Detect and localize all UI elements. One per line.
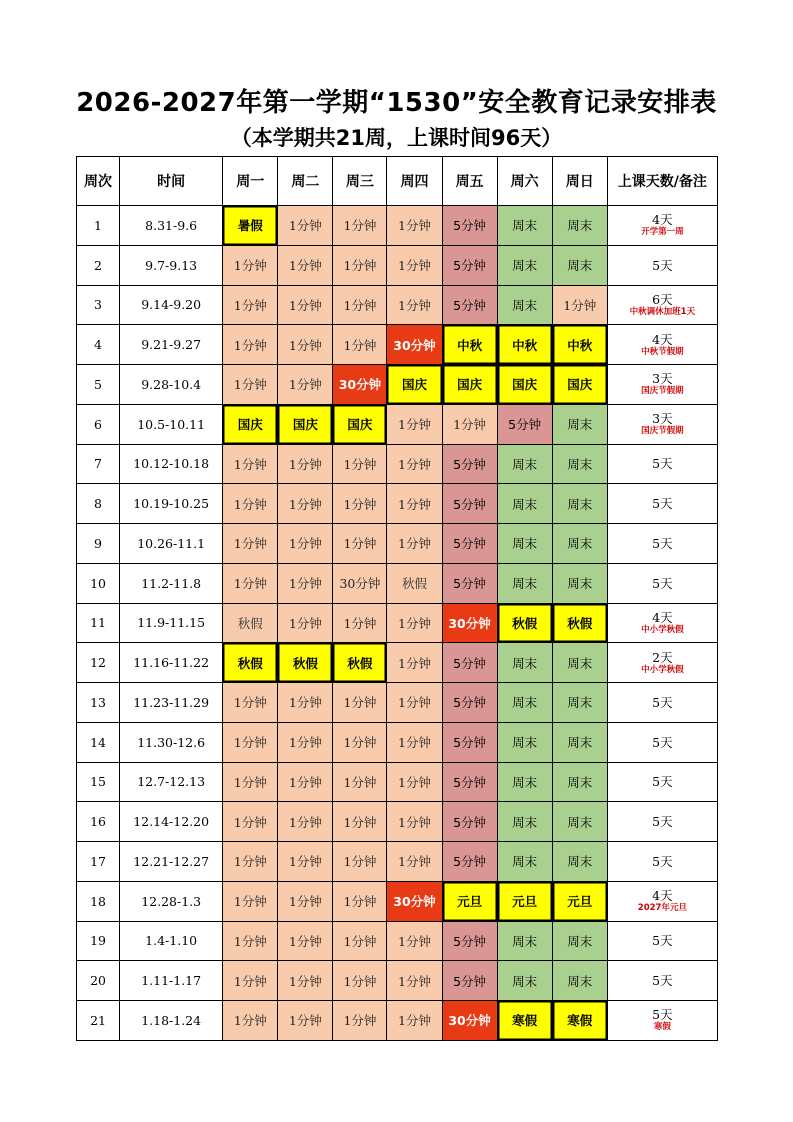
date-range-cell: 8.31-9.6	[120, 206, 223, 246]
day-cell-friday: 30分钟	[442, 1001, 497, 1041]
week-number-cell: 2	[77, 245, 120, 285]
day-cell-wednesday: 1分钟	[333, 245, 387, 285]
date-range-cell: 10.12-10.18	[120, 444, 223, 484]
day-cell-thursday: 秋假	[387, 563, 442, 603]
day-cell-sunday: 秋假	[552, 603, 607, 643]
day-cell-saturday: 周末	[497, 563, 552, 603]
day-cell-saturday: 周末	[497, 245, 552, 285]
table-row	[77, 245, 718, 285]
week-number-cell: 21	[77, 1001, 120, 1041]
day-cell-wednesday: 1分钟	[333, 484, 387, 524]
class-days-count: 5天	[652, 1007, 673, 1023]
header-tuesday: 周二	[278, 157, 333, 206]
day-cell-monday: 1分钟	[223, 722, 278, 762]
day-cell-wednesday: 1分钟	[333, 881, 387, 921]
table-row	[77, 921, 718, 961]
day-cell-saturday: 周末	[497, 643, 552, 683]
date-range-cell: 1.18-1.24	[120, 1001, 223, 1041]
day-cell-saturday: 周末	[497, 722, 552, 762]
day-cell-friday: 5分钟	[442, 802, 497, 842]
day-cell-thursday: 1分钟	[387, 285, 442, 325]
schedule-body	[77, 206, 718, 1041]
day-cell-thursday: 1分钟	[387, 802, 442, 842]
date-range-cell: 9.28-10.4	[120, 365, 223, 405]
week-number-cell: 18	[77, 881, 120, 921]
day-cell-friday: 中秋	[442, 325, 497, 365]
days-remark-cell	[607, 603, 717, 643]
day-cell-sunday: 周末	[552, 444, 607, 484]
day-cell-thursday: 30分钟	[387, 881, 442, 921]
day-cell-monday: 1分钟	[223, 484, 278, 524]
remark-text: 国庆节假期	[641, 426, 684, 437]
remark-text: 国庆节假期	[641, 386, 684, 397]
days-remark-cell	[607, 325, 717, 365]
day-cell-friday: 5分钟	[442, 285, 497, 325]
date-range-cell: 12.21-12.27	[120, 842, 223, 882]
days-remark-cell	[607, 524, 717, 564]
schedule-table	[76, 156, 718, 1041]
day-cell-thursday: 1分钟	[387, 484, 442, 524]
date-range-cell: 12.28-1.3	[120, 881, 223, 921]
class-days-count: 5天	[652, 853, 673, 869]
table-row	[77, 563, 718, 603]
week-number-cell: 17	[77, 842, 120, 882]
class-days-count: 5天	[652, 496, 673, 512]
date-range-cell: 11.23-11.29	[120, 683, 223, 723]
day-cell-tuesday: 国庆	[278, 404, 333, 444]
days-remark-cell	[607, 563, 717, 603]
day-cell-friday: 5分钟	[442, 643, 497, 683]
day-cell-wednesday: 1分钟	[333, 524, 387, 564]
days-remark-cell	[607, 762, 717, 802]
class-days-count: 5天	[652, 575, 673, 591]
remark-text: 中秋节假期	[641, 346, 684, 357]
table-row	[77, 881, 718, 921]
date-range-cell: 12.7-12.13	[120, 762, 223, 802]
week-number-cell: 8	[77, 484, 120, 524]
class-days-count: 4天	[652, 888, 673, 904]
day-cell-friday: 5分钟	[442, 484, 497, 524]
day-cell-thursday: 30分钟	[387, 325, 442, 365]
date-range-cell: 9.14-9.20	[120, 285, 223, 325]
table-row	[77, 206, 718, 246]
days-remark-cell	[607, 1001, 717, 1041]
table-row	[77, 444, 718, 484]
day-cell-saturday: 周末	[497, 842, 552, 882]
week-number-cell: 9	[77, 524, 120, 564]
class-days-count: 5天	[652, 814, 673, 830]
day-cell-tuesday: 1分钟	[278, 603, 333, 643]
days-remark-cell	[607, 643, 717, 683]
day-cell-sunday: 周末	[552, 683, 607, 723]
date-range-cell: 9.21-9.27	[120, 325, 223, 365]
table-row	[77, 961, 718, 1001]
day-cell-saturday: 中秋	[497, 325, 552, 365]
day-cell-thursday: 1分钟	[387, 961, 442, 1001]
class-days-count: 5天	[652, 456, 673, 472]
day-cell-thursday: 1分钟	[387, 722, 442, 762]
class-days-count: 5天	[652, 973, 673, 989]
day-cell-thursday: 1分钟	[387, 683, 442, 723]
day-cell-sunday: 周末	[552, 484, 607, 524]
day-cell-monday: 1分钟	[223, 842, 278, 882]
day-cell-thursday: 1分钟	[387, 921, 442, 961]
day-cell-wednesday: 1分钟	[333, 444, 387, 484]
table-row	[77, 762, 718, 802]
week-number-cell: 6	[77, 404, 120, 444]
day-cell-wednesday: 1分钟	[333, 285, 387, 325]
day-cell-friday: 5分钟	[442, 206, 497, 246]
week-number-cell: 13	[77, 683, 120, 723]
days-remark-cell	[607, 802, 717, 842]
header-thursday: 周四	[387, 157, 442, 206]
date-range-cell: 10.26-11.1	[120, 524, 223, 564]
page-subtitle: （本学期共21周，上课时间96天）	[230, 126, 563, 150]
day-cell-wednesday: 1分钟	[333, 842, 387, 882]
days-remark-cell	[607, 245, 717, 285]
day-cell-saturday: 周末	[497, 762, 552, 802]
day-cell-thursday: 1分钟	[387, 842, 442, 882]
day-cell-monday: 1分钟	[223, 762, 278, 802]
header-friday: 周五	[442, 157, 497, 206]
day-cell-wednesday: 1分钟	[333, 802, 387, 842]
day-cell-sunday: 周末	[552, 206, 607, 246]
header-row	[77, 157, 718, 206]
class-days-count: 4天	[652, 212, 673, 228]
week-number-cell: 10	[77, 563, 120, 603]
class-days-count: 5天	[652, 774, 673, 790]
table-row	[77, 484, 718, 524]
header-date-range: 时间	[120, 157, 223, 206]
day-cell-wednesday: 国庆	[333, 404, 387, 444]
day-cell-wednesday: 1分钟	[333, 961, 387, 1001]
remark-text: 中小学秋假	[641, 624, 684, 635]
table-row	[77, 404, 718, 444]
day-cell-wednesday: 1分钟	[333, 1001, 387, 1041]
week-number-cell: 14	[77, 722, 120, 762]
day-cell-tuesday: 1分钟	[278, 484, 333, 524]
day-cell-saturday: 周末	[497, 802, 552, 842]
day-cell-tuesday: 1分钟	[278, 563, 333, 603]
days-remark-cell	[607, 365, 717, 405]
date-range-cell: 11.2-11.8	[120, 563, 223, 603]
remark-text: 寒假	[653, 1022, 671, 1033]
day-cell-sunday: 寒假	[552, 1001, 607, 1041]
day-cell-monday: 秋假	[223, 643, 278, 683]
days-remark-cell	[607, 484, 717, 524]
date-range-cell: 9.7-9.13	[120, 245, 223, 285]
day-cell-friday: 5分钟	[442, 762, 497, 802]
day-cell-sunday: 周末	[552, 802, 607, 842]
table-row	[77, 683, 718, 723]
days-remark-cell	[607, 683, 717, 723]
day-cell-friday: 5分钟	[442, 444, 497, 484]
table-row	[77, 722, 718, 762]
day-cell-friday: 1分钟	[442, 404, 497, 444]
week-number-cell: 12	[77, 643, 120, 683]
day-cell-monday: 1分钟	[223, 1001, 278, 1041]
day-cell-monday: 1分钟	[223, 325, 278, 365]
day-cell-tuesday: 1分钟	[278, 524, 333, 564]
day-cell-thursday: 1分钟	[387, 444, 442, 484]
week-number-cell: 5	[77, 365, 120, 405]
class-days-count: 3天	[652, 371, 673, 387]
table-row	[77, 365, 718, 405]
day-cell-tuesday: 1分钟	[278, 881, 333, 921]
day-cell-monday: 1分钟	[223, 683, 278, 723]
remark-text: 2027年元旦	[637, 903, 687, 914]
day-cell-wednesday: 30分钟	[333, 365, 387, 405]
day-cell-tuesday: 1分钟	[278, 285, 333, 325]
day-cell-tuesday: 1分钟	[278, 444, 333, 484]
class-days-count: 6天	[652, 291, 673, 307]
table-row	[77, 643, 718, 683]
days-remark-cell	[607, 722, 717, 762]
day-cell-friday: 5分钟	[442, 842, 497, 882]
day-cell-thursday: 1分钟	[387, 1001, 442, 1041]
day-cell-saturday: 周末	[497, 206, 552, 246]
header-days-remarks: 上课天数/备注	[607, 157, 717, 206]
days-remark-cell	[607, 444, 717, 484]
day-cell-monday: 1分钟	[223, 563, 278, 603]
days-remark-cell	[607, 404, 717, 444]
days-remark-cell	[607, 921, 717, 961]
class-days-count: 5天	[652, 734, 673, 750]
table-row	[77, 1001, 718, 1041]
days-remark-cell	[607, 961, 717, 1001]
day-cell-tuesday: 1分钟	[278, 762, 333, 802]
class-days-count: 2天	[652, 649, 673, 665]
week-number-cell: 16	[77, 802, 120, 842]
day-cell-tuesday: 1分钟	[278, 365, 333, 405]
header-wednesday: 周三	[333, 157, 387, 206]
day-cell-wednesday: 1分钟	[333, 325, 387, 365]
day-cell-wednesday: 1分钟	[333, 722, 387, 762]
day-cell-friday: 元旦	[442, 881, 497, 921]
day-cell-sunday: 周末	[552, 762, 607, 802]
day-cell-tuesday: 1分钟	[278, 1001, 333, 1041]
class-days-count: 3天	[652, 411, 673, 427]
header-sunday: 周日	[552, 157, 607, 206]
day-cell-sunday: 1分钟	[552, 285, 607, 325]
day-cell-wednesday: 1分钟	[333, 921, 387, 961]
date-range-cell: 12.14-12.20	[120, 802, 223, 842]
class-days-count: 4天	[652, 609, 673, 625]
day-cell-tuesday: 1分钟	[278, 842, 333, 882]
day-cell-monday: 1分钟	[223, 524, 278, 564]
table-row	[77, 603, 718, 643]
day-cell-thursday: 1分钟	[387, 762, 442, 802]
day-cell-friday: 5分钟	[442, 921, 497, 961]
day-cell-saturday: 周末	[497, 285, 552, 325]
day-cell-thursday: 1分钟	[387, 524, 442, 564]
class-days-count: 5天	[652, 257, 673, 273]
day-cell-thursday: 1分钟	[387, 603, 442, 643]
date-range-cell: 1.4-1.10	[120, 921, 223, 961]
day-cell-monday: 国庆	[223, 404, 278, 444]
table-row	[77, 325, 718, 365]
remark-text: 中秋调休加班1天	[629, 306, 696, 317]
day-cell-wednesday: 1分钟	[333, 762, 387, 802]
day-cell-tuesday: 秋假	[278, 643, 333, 683]
day-cell-friday: 5分钟	[442, 683, 497, 723]
week-number-cell: 20	[77, 961, 120, 1001]
day-cell-monday: 1分钟	[223, 921, 278, 961]
day-cell-saturday: 周末	[497, 484, 552, 524]
table-row	[77, 842, 718, 882]
day-cell-saturday: 寒假	[497, 1001, 552, 1041]
class-days-count: 5天	[652, 933, 673, 949]
day-cell-monday: 1分钟	[223, 881, 278, 921]
day-cell-friday: 30分钟	[442, 603, 497, 643]
day-cell-tuesday: 1分钟	[278, 206, 333, 246]
day-cell-sunday: 周末	[552, 961, 607, 1001]
days-remark-cell	[607, 206, 717, 246]
day-cell-thursday: 国庆	[387, 365, 442, 405]
day-cell-wednesday: 30分钟	[333, 563, 387, 603]
week-number-cell: 4	[77, 325, 120, 365]
table-row	[77, 524, 718, 564]
day-cell-thursday: 1分钟	[387, 245, 442, 285]
day-cell-saturday: 周末	[497, 961, 552, 1001]
week-number-cell: 7	[77, 444, 120, 484]
day-cell-tuesday: 1分钟	[278, 921, 333, 961]
day-cell-tuesday: 1分钟	[278, 325, 333, 365]
date-range-cell: 11.30-12.6	[120, 722, 223, 762]
day-cell-thursday: 1分钟	[387, 404, 442, 444]
day-cell-friday: 5分钟	[442, 961, 497, 1001]
day-cell-sunday: 中秋	[552, 325, 607, 365]
date-range-cell: 10.5-10.11	[120, 404, 223, 444]
day-cell-saturday: 周末	[497, 683, 552, 723]
page-title: 2026-2027年第一学期“1530”安全教育记录安排表	[76, 88, 717, 118]
day-cell-tuesday: 1分钟	[278, 245, 333, 285]
day-cell-friday: 5分钟	[442, 524, 497, 564]
week-number-cell: 15	[77, 762, 120, 802]
day-cell-thursday: 1分钟	[387, 643, 442, 683]
day-cell-sunday: 周末	[552, 563, 607, 603]
day-cell-monday: 1分钟	[223, 802, 278, 842]
day-cell-tuesday: 1分钟	[278, 683, 333, 723]
header-week-number: 周次	[77, 157, 120, 206]
day-cell-wednesday: 秋假	[333, 643, 387, 683]
week-number-cell: 11	[77, 603, 120, 643]
day-cell-friday: 国庆	[442, 365, 497, 405]
week-number-cell: 1	[77, 206, 120, 246]
day-cell-tuesday: 1分钟	[278, 961, 333, 1001]
date-range-cell: 10.19-10.25	[120, 484, 223, 524]
day-cell-monday: 暑假	[223, 206, 278, 246]
date-range-cell: 1.11-1.17	[120, 961, 223, 1001]
day-cell-sunday: 周末	[552, 524, 607, 564]
day-cell-friday: 5分钟	[442, 563, 497, 603]
remark-text: 中小学秋假	[641, 664, 684, 675]
remark-text: 开学第一周	[641, 227, 684, 238]
day-cell-saturday: 元旦	[497, 881, 552, 921]
day-cell-tuesday: 1分钟	[278, 802, 333, 842]
day-cell-sunday: 周末	[552, 404, 607, 444]
day-cell-monday: 1分钟	[223, 961, 278, 1001]
day-cell-saturday: 国庆	[497, 365, 552, 405]
day-cell-thursday: 1分钟	[387, 206, 442, 246]
day-cell-monday: 1分钟	[223, 285, 278, 325]
day-cell-saturday: 周末	[497, 444, 552, 484]
class-days-count: 5天	[652, 535, 673, 551]
day-cell-monday: 1分钟	[223, 365, 278, 405]
table-row	[77, 802, 718, 842]
day-cell-sunday: 周末	[552, 921, 607, 961]
day-cell-wednesday: 1分钟	[333, 603, 387, 643]
day-cell-wednesday: 1分钟	[333, 683, 387, 723]
week-number-cell: 19	[77, 921, 120, 961]
week-number-cell: 3	[77, 285, 120, 325]
days-remark-cell	[607, 842, 717, 882]
day-cell-saturday: 周末	[497, 921, 552, 961]
date-range-cell: 11.9-11.15	[120, 603, 223, 643]
day-cell-wednesday: 1分钟	[333, 206, 387, 246]
class-days-count: 5天	[652, 694, 673, 710]
day-cell-saturday: 5分钟	[497, 404, 552, 444]
days-remark-cell	[607, 881, 717, 921]
day-cell-friday: 5分钟	[442, 245, 497, 285]
header-monday: 周一	[223, 157, 278, 206]
day-cell-sunday: 周末	[552, 842, 607, 882]
day-cell-sunday: 元旦	[552, 881, 607, 921]
day-cell-sunday: 周末	[552, 722, 607, 762]
day-cell-saturday: 周末	[497, 524, 552, 564]
header-saturday: 周六	[497, 157, 552, 206]
day-cell-friday: 5分钟	[442, 722, 497, 762]
date-range-cell: 11.16-11.22	[120, 643, 223, 683]
day-cell-sunday: 周末	[552, 643, 607, 683]
day-cell-tuesday: 1分钟	[278, 722, 333, 762]
class-days-count: 4天	[652, 331, 673, 347]
day-cell-saturday: 秋假	[497, 603, 552, 643]
day-cell-sunday: 周末	[552, 245, 607, 285]
day-cell-monday: 秋假	[223, 603, 278, 643]
day-cell-monday: 1分钟	[223, 245, 278, 285]
day-cell-sunday: 国庆	[552, 365, 607, 405]
day-cell-monday: 1分钟	[223, 444, 278, 484]
table-row	[77, 285, 718, 325]
days-remark-cell	[607, 285, 717, 325]
